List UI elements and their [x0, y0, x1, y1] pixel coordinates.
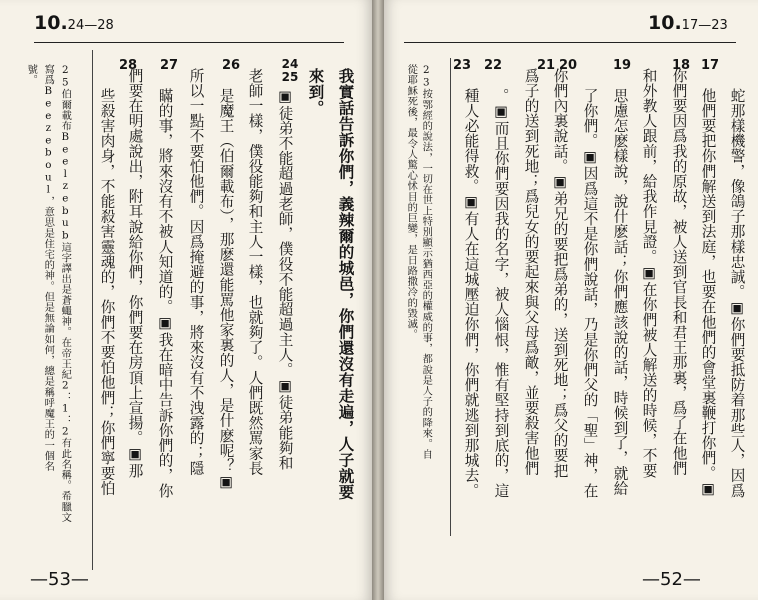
text-column: 和外教人跟前，給我作見證。▣在你們被人解送的時候，不要 — [640, 68, 658, 479]
footnote-line: 寫爲Beezeboul，意思是住宅的神。但是無論如何，總是稱呼魔王的一個名 — [42, 64, 55, 472]
right-header-range: 17—23 — [681, 18, 728, 33]
text-column: 瞞的事，將來沒有不被人知道的。▣我在暗中告訴你們的，你 — [156, 88, 174, 499]
text-column: 所以一點不要怕他們。因爲掩避的事，將來沒有不洩露的；隱 — [187, 68, 205, 476]
text-column: 蛇那樣機警，像鴿子那樣忠誠。▣你們要抵防着那些人，因爲 — [728, 88, 746, 499]
left-page-header — [34, 12, 114, 34]
text-column: 。▣而且你們要因我的名字，被人惱恨，惟有堅持到底的，這 — [492, 88, 510, 499]
text-column: 思慮怎麽樣說，說什麽話；你們應該說的話，時候到了，就給 — [611, 88, 629, 496]
footnote-divider — [450, 58, 451, 536]
verse-number: 18 — [671, 58, 691, 73]
footnote-line: 號。 — [25, 64, 38, 86]
verse-number: 26 — [221, 58, 241, 73]
left-page-number: —53— — [30, 569, 89, 590]
right-page-header — [648, 12, 728, 34]
footnote-divider — [92, 50, 93, 570]
text-column: ▣徒弟不能超過老師，僕役不能超過主人。▣徒弟能夠和 — [276, 88, 294, 471]
right-page — [384, 0, 758, 600]
footnote-line: 25伯爾載布Beelzebub這字譯出是蒼蠅神。在帝王紀2：1：2有此名稱。希臘文 — [59, 64, 72, 523]
text-column: 你們內裏說話。▣弟兄的要把爲弟的，送到死地；爲父的要把 — [551, 68, 569, 479]
verse-number: 19 — [612, 58, 632, 73]
verse-number: 20 — [558, 58, 578, 73]
verse-number: 21 — [536, 58, 556, 73]
right-header-rule — [404, 42, 736, 43]
verse-number: 28 — [118, 58, 138, 73]
text-column: 老師一樣，僕役能夠和主人一樣，也就夠了。人們既然罵家長 — [246, 68, 264, 476]
text-column: 我實話告訴你們，義辣爾的城邑，你們還沒有走遍，人子就要 — [336, 68, 356, 500]
verse-number: 24 25 — [281, 57, 299, 84]
text-column: 他們要把你們解送到法庭，也要在他們的會堂裏鞭打你們。▣ — [699, 88, 717, 499]
text-column: 來到。 — [306, 68, 326, 116]
text-column: 你們要因爲我的原故，被人送到官長和君王那裏，爲了在他們 — [670, 68, 688, 476]
right-header-chapter: 10. — [648, 12, 682, 34]
left-header-rule — [34, 42, 344, 43]
text-column: 們要在明處說出，附耳說給你們，你們要在房頂上宣揚。▣那 — [126, 68, 144, 479]
text-column: 是魔王（伯爾載布），那麽還能罵他家裏的人，是什麽呢？▣ — [217, 88, 235, 491]
footnote-line: 從耶穌死後，最令人驚心怵目的巨變，是日路撒冷的毀滅。 — [405, 64, 418, 340]
footnote-line: 23按鄂經的說法，一切在世上特別顯示猶西亞的權威的事，都說是人子的降來。自 — [420, 64, 433, 460]
book-gutter — [372, 0, 384, 600]
left-page — [0, 0, 372, 600]
left-header-chapter: 10. — [34, 12, 68, 34]
verse-number: 27 — [159, 58, 179, 73]
text-column: 種人必能得救。▣有人在這城壓迫你們，你們就逃到那城去。 — [462, 88, 480, 499]
text-column: 爲子的送到死地；爲兒女的要起來與父母爲敵，並要殺害他們 — [522, 68, 540, 476]
verse-number: 17 — [700, 58, 720, 73]
verse-number: 23 — [452, 58, 472, 73]
text-column: 了你們。▣因爲這不是你們說話，乃是你們父的「聖」神，在 — [581, 88, 599, 499]
text-column: 些殺害肉身，不能殺害靈魂的，你們不要怕他們；你們寧要怕 — [98, 88, 116, 496]
left-header-range: 24—28 — [67, 18, 114, 33]
verse-number: 22 — [483, 58, 503, 73]
right-page-number: —52— — [642, 569, 701, 590]
